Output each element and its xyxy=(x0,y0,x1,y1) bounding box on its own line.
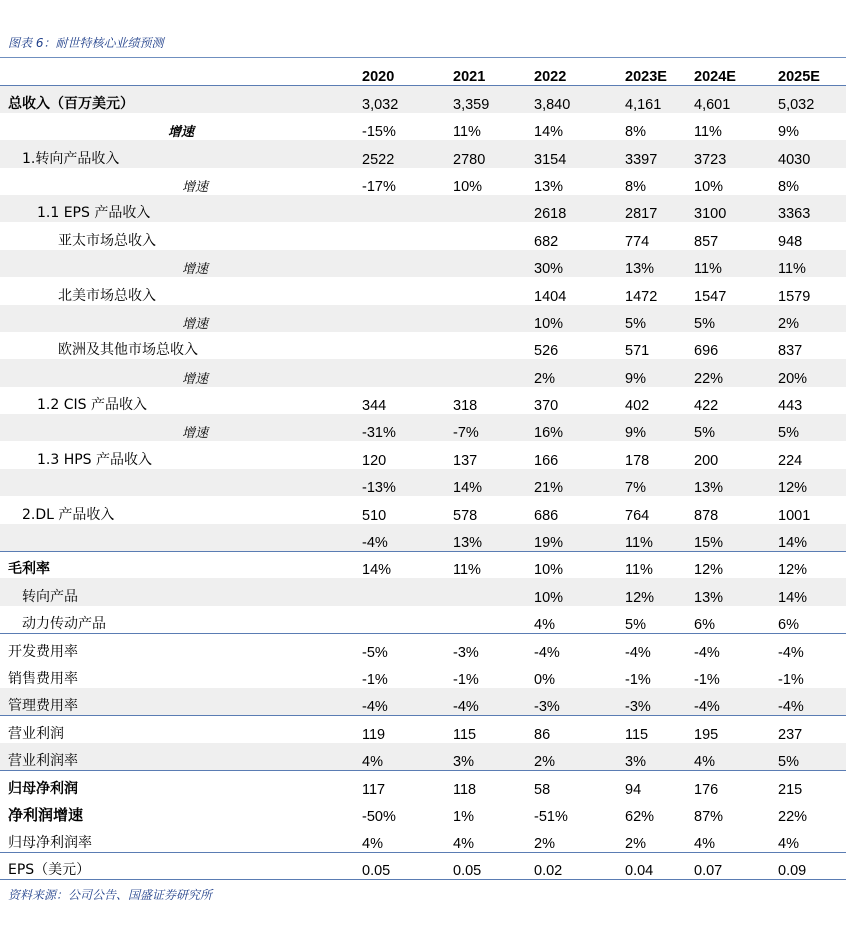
value-cell xyxy=(355,195,446,222)
column-header: 2023E xyxy=(625,68,667,85)
value-cell: 13% xyxy=(618,250,687,277)
value-cell xyxy=(355,305,446,332)
value-cell: 3% xyxy=(446,743,527,770)
value-cell: 12% xyxy=(771,469,846,496)
table-row xyxy=(0,250,846,277)
value-cell: 5% xyxy=(771,414,846,441)
table-row xyxy=(0,332,846,359)
value-cell: 510 xyxy=(362,507,387,524)
value-cell: 6% xyxy=(694,616,715,633)
value-cell: -5% xyxy=(355,633,446,660)
value-cell: -4% xyxy=(527,633,618,660)
value-cell: 9% xyxy=(778,124,799,141)
value-cell: 11% xyxy=(771,250,846,277)
value-cell: 11% xyxy=(453,124,481,141)
table-row xyxy=(0,496,846,523)
value-cell: 2817 xyxy=(618,195,687,222)
value-cell: 3723 xyxy=(687,140,771,167)
value-cell: 224 xyxy=(778,452,803,469)
source-note: 资料来源：公司公告、国盛证券研究所 xyxy=(8,888,213,902)
row-label: 增速 xyxy=(182,179,209,195)
row-label: 增速 xyxy=(0,414,355,441)
value-cell: 86 xyxy=(527,715,618,742)
value-cell: 1001 xyxy=(778,507,811,524)
value-cell: 3,032 xyxy=(355,85,446,112)
row-label: 增速 xyxy=(0,359,355,386)
value-cell xyxy=(355,578,446,605)
value-cell: 11% xyxy=(687,250,771,277)
value-cell: 178 xyxy=(625,452,650,469)
value-cell: 195 xyxy=(687,715,771,742)
table-row xyxy=(0,743,846,770)
row-label: 毛利率 xyxy=(0,551,355,578)
row-label: 销售费用率 xyxy=(8,670,78,687)
row-label: 总收入（百万美元） xyxy=(0,85,355,112)
value-cell: 58 xyxy=(527,770,618,797)
row-label xyxy=(0,524,355,551)
table-caption: 图表 6：耐世特核心业绩预测 xyxy=(8,36,164,50)
value-cell: 22% xyxy=(687,359,771,386)
value-cell xyxy=(446,332,527,359)
value-cell: 87% xyxy=(694,808,724,825)
value-cell: 526 xyxy=(534,343,559,360)
value-cell: 1472 xyxy=(625,288,658,305)
table-row xyxy=(0,441,846,468)
column-header: 2022 xyxy=(534,68,567,85)
row-label: 转向产品 xyxy=(0,578,355,605)
value-cell: 3100 xyxy=(687,195,771,222)
value-cell: -31% xyxy=(355,414,446,441)
value-cell: 176 xyxy=(687,770,771,797)
table-row xyxy=(0,387,846,414)
value-cell: 4% xyxy=(453,835,474,852)
value-cell: 119 xyxy=(355,715,446,742)
value-cell: 12% xyxy=(687,551,771,578)
value-cell: 2% xyxy=(534,835,555,852)
value-cell: 200 xyxy=(694,452,719,469)
row-label: EPS（美元） xyxy=(0,852,355,879)
value-cell: -4% xyxy=(355,688,446,715)
value-cell: -15% xyxy=(362,124,396,141)
value-cell: -4% xyxy=(618,633,687,660)
value-cell: 12% xyxy=(618,578,687,605)
value-cell: -13% xyxy=(355,469,446,496)
table-row xyxy=(0,277,846,304)
table-row xyxy=(0,770,846,797)
value-cell: -50% xyxy=(362,808,396,825)
value-cell xyxy=(355,250,446,277)
table-row xyxy=(0,606,846,633)
value-cell xyxy=(355,222,446,249)
row-label: 1.转向产品收入 xyxy=(0,140,355,167)
row-label: 1.2 CIS 产品收入 xyxy=(37,397,147,414)
value-cell: 0.02 xyxy=(527,852,618,879)
value-cell: 16% xyxy=(527,414,618,441)
row-label: 1.3 HPS 产品收入 xyxy=(37,451,153,468)
value-cell: 62% xyxy=(625,808,655,825)
value-cell: 2618 xyxy=(527,195,618,222)
column-header: 2024E xyxy=(694,68,736,85)
value-cell: -3% xyxy=(527,688,618,715)
value-cell: 8% xyxy=(625,124,646,141)
value-cell: 4% xyxy=(355,743,446,770)
value-cell: 686 xyxy=(534,507,559,524)
table-row xyxy=(0,469,846,496)
row-label: 北美市场总收入 xyxy=(58,287,156,304)
value-cell: 1547 xyxy=(694,288,727,305)
value-cell: 3397 xyxy=(618,140,687,167)
value-cell: 4030 xyxy=(771,140,846,167)
value-cell: 878 xyxy=(694,507,719,524)
value-cell: 2% xyxy=(771,305,846,332)
value-cell: 2522 xyxy=(355,140,446,167)
value-cell: -1% xyxy=(694,671,720,688)
value-cell: 215 xyxy=(771,770,846,797)
value-cell: 4,161 xyxy=(618,85,687,112)
value-cell: 1579 xyxy=(778,288,811,305)
header-row xyxy=(0,58,846,85)
value-cell: 2% xyxy=(527,359,618,386)
value-cell: 3154 xyxy=(527,140,618,167)
value-cell: 13% xyxy=(687,578,771,605)
table-row xyxy=(0,140,846,167)
value-cell: 0.09 xyxy=(771,852,846,879)
value-cell: 11% xyxy=(618,551,687,578)
value-cell: 4% xyxy=(694,835,715,852)
column-header: 2021 xyxy=(453,68,486,85)
table-row xyxy=(0,359,846,386)
row-label: 增速 xyxy=(0,250,355,277)
value-cell: 4% xyxy=(778,835,799,852)
value-cell: 9% xyxy=(618,359,687,386)
value-cell: 2% xyxy=(625,835,646,852)
row-label: 归母净利润 xyxy=(0,770,355,797)
value-cell: 422 xyxy=(694,398,719,415)
row-label: 增速 xyxy=(0,305,355,332)
value-cell: 14% xyxy=(771,524,846,551)
value-cell: 9% xyxy=(618,414,687,441)
table-row xyxy=(0,633,846,660)
value-cell: 19% xyxy=(527,524,618,551)
value-cell: 11% xyxy=(618,524,687,551)
value-cell: 21% xyxy=(527,469,618,496)
value-cell: -1% xyxy=(453,671,479,688)
row-label: 营业利润率 xyxy=(0,743,355,770)
value-cell: 3% xyxy=(618,743,687,770)
row-label: 开发费用率 xyxy=(0,633,355,660)
row-label: 归母净利润率 xyxy=(8,834,92,851)
value-cell: 237 xyxy=(771,715,846,742)
value-cell: 5% xyxy=(687,414,771,441)
value-cell: 2% xyxy=(527,743,618,770)
table-row xyxy=(0,222,846,249)
value-cell: 10% xyxy=(694,178,724,195)
value-cell: 402 xyxy=(625,398,650,415)
value-cell: 8% xyxy=(625,178,646,195)
row-label: 增速 xyxy=(168,125,195,141)
table-row xyxy=(0,524,846,551)
value-cell: 1404 xyxy=(534,288,567,305)
value-cell: 120 xyxy=(362,452,387,469)
value-cell: 5,032 xyxy=(771,85,846,112)
value-cell: 8% xyxy=(778,178,799,195)
value-cell: -1% xyxy=(778,671,804,688)
row-label xyxy=(0,469,355,496)
table-row xyxy=(0,578,846,605)
value-cell: -4% xyxy=(687,688,771,715)
value-cell: -3% xyxy=(618,688,687,715)
table-row xyxy=(0,305,846,332)
value-cell xyxy=(446,578,527,605)
value-cell: 5% xyxy=(625,616,646,633)
forecast-table xyxy=(0,58,846,880)
row-label: 营业利润 xyxy=(0,715,355,742)
value-cell: 4% xyxy=(534,616,555,633)
value-cell: 11% xyxy=(446,551,527,578)
value-cell: 682 xyxy=(534,233,559,250)
value-cell: 344 xyxy=(362,398,387,415)
value-cell xyxy=(446,195,527,222)
value-cell: 4,601 xyxy=(687,85,771,112)
value-cell: 117 xyxy=(355,770,446,797)
value-cell: 7% xyxy=(618,469,687,496)
value-cell: 14% xyxy=(446,469,527,496)
value-cell: 14% xyxy=(355,551,446,578)
value-cell: 3,359 xyxy=(446,85,527,112)
value-cell: 696 xyxy=(694,343,719,360)
value-cell: 443 xyxy=(778,398,803,415)
value-cell: 0% xyxy=(534,671,555,688)
value-cell xyxy=(355,359,446,386)
table-row xyxy=(0,113,846,140)
value-cell: -4% xyxy=(446,688,527,715)
value-cell: -1% xyxy=(625,671,651,688)
value-cell: 4% xyxy=(362,835,383,852)
value-cell: -51% xyxy=(534,808,568,825)
value-cell xyxy=(446,359,527,386)
value-cell: 5% xyxy=(687,305,771,332)
header-label-cell xyxy=(0,58,355,85)
value-cell: -17% xyxy=(362,178,396,195)
value-cell: 14% xyxy=(771,578,846,605)
value-cell: 115 xyxy=(618,715,687,742)
value-cell: -4% xyxy=(355,524,446,551)
row-label: 2.DL 产品收入 xyxy=(22,506,115,523)
value-cell: 0.04 xyxy=(618,852,687,879)
row-label: 亚太市场总收入 xyxy=(58,232,156,249)
value-cell: 11% xyxy=(694,124,722,141)
value-cell: -3% xyxy=(446,633,527,660)
value-cell: 30% xyxy=(527,250,618,277)
value-cell xyxy=(446,305,527,332)
value-cell: 137 xyxy=(453,452,478,469)
value-cell: 571 xyxy=(625,343,650,360)
value-cell: 5% xyxy=(618,305,687,332)
value-cell: 318 xyxy=(453,398,478,415)
table-row xyxy=(0,551,846,578)
value-cell: 0.05 xyxy=(446,852,527,879)
value-cell: 5% xyxy=(771,743,846,770)
value-cell: 948 xyxy=(778,233,803,250)
value-cell: 13% xyxy=(534,178,564,195)
value-cell: 14% xyxy=(534,124,564,141)
value-cell xyxy=(446,250,527,277)
value-cell: 12% xyxy=(771,551,846,578)
value-cell xyxy=(355,277,446,304)
table-row xyxy=(0,85,846,112)
table-row xyxy=(0,852,846,879)
value-cell: 837 xyxy=(778,343,803,360)
value-cell: 2780 xyxy=(446,140,527,167)
value-cell: -1% xyxy=(362,671,388,688)
value-cell: 578 xyxy=(453,507,478,524)
row-label: 管理费用率 xyxy=(0,688,355,715)
value-cell: 370 xyxy=(534,398,559,415)
value-cell xyxy=(355,332,446,359)
value-cell: -4% xyxy=(687,633,771,660)
value-cell: 22% xyxy=(778,808,808,825)
value-cell: 4% xyxy=(687,743,771,770)
row-label: 净利润增速 xyxy=(8,805,84,824)
column-header: 2020 xyxy=(362,68,395,85)
value-cell: 118 xyxy=(446,770,527,797)
table-row xyxy=(0,414,846,441)
table-row xyxy=(0,688,846,715)
value-cell: -7% xyxy=(446,414,527,441)
value-cell: -4% xyxy=(771,633,846,660)
row-label: 欧洲及其他市场总收入 xyxy=(58,342,198,359)
row-label: 动力传动产品 xyxy=(22,615,106,632)
value-cell: 764 xyxy=(625,507,650,524)
value-cell: 0.05 xyxy=(355,852,446,879)
value-cell: 94 xyxy=(618,770,687,797)
value-cell: 13% xyxy=(687,469,771,496)
table-row xyxy=(0,168,846,195)
value-cell: 10% xyxy=(527,551,618,578)
value-cell xyxy=(355,606,446,633)
value-cell: 6% xyxy=(778,616,799,633)
value-cell: 3363 xyxy=(771,195,846,222)
value-cell: 20% xyxy=(771,359,846,386)
column-header: 2025E xyxy=(778,68,820,85)
value-cell: 115 xyxy=(446,715,527,742)
value-cell: 10% xyxy=(527,305,618,332)
value-cell xyxy=(446,277,527,304)
table-row xyxy=(0,661,846,688)
value-cell xyxy=(446,222,527,249)
table-row xyxy=(0,195,846,222)
value-cell: -4% xyxy=(771,688,846,715)
value-cell: 0.07 xyxy=(687,852,771,879)
table-row xyxy=(0,825,846,852)
value-cell: 857 xyxy=(694,233,719,250)
value-cell: 1% xyxy=(453,808,474,825)
value-cell: 13% xyxy=(446,524,527,551)
value-cell: 10% xyxy=(527,578,618,605)
value-cell: 166 xyxy=(534,452,559,469)
table-row xyxy=(0,798,846,825)
value-cell xyxy=(446,606,527,633)
value-cell: 3,840 xyxy=(527,85,618,112)
value-cell: 774 xyxy=(625,233,650,250)
row-label: 1.1 EPS 产品收入 xyxy=(0,195,355,222)
value-cell: 15% xyxy=(687,524,771,551)
value-cell: 10% xyxy=(453,178,483,195)
table-row xyxy=(0,715,846,742)
